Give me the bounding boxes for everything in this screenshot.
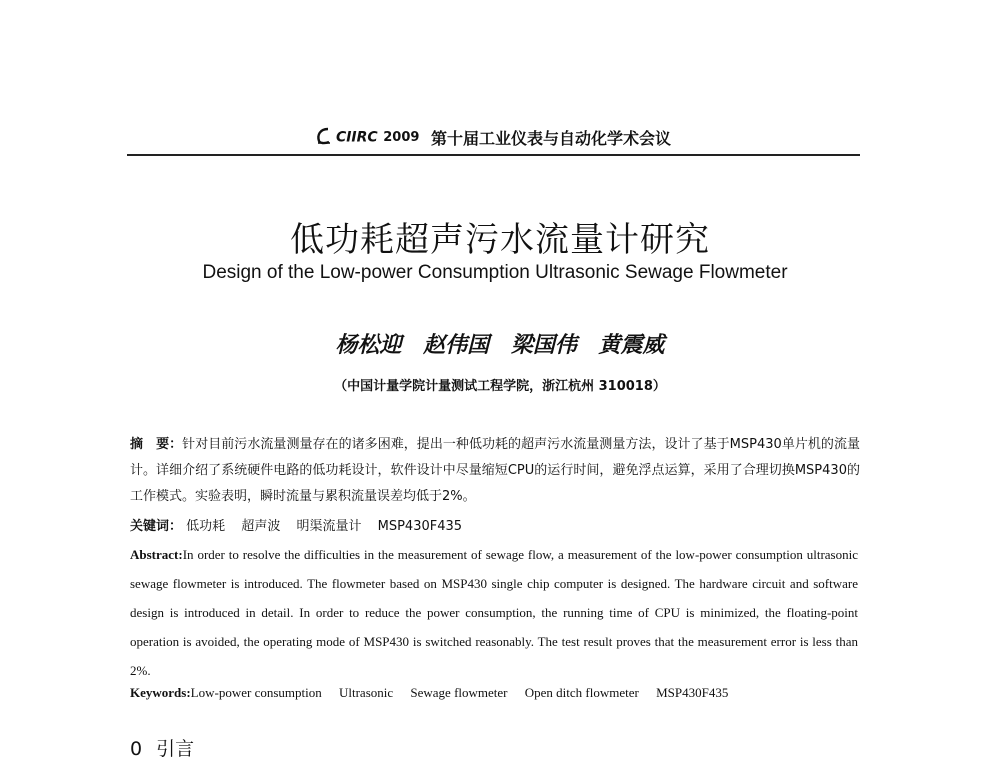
title-english: Design of the Low-power Consumption Ultrasonic Sewage Flowmeter <box>202 262 788 283</box>
section-number: 0 <box>130 738 143 760</box>
keyword-en: Low-power consumption <box>190 685 322 700</box>
abstract-cn-text: 针对目前污水流量测量存在的诸多困难，提出一种低功耗的超声污水流量测量方法，设计了基于MSP430单片机的流量计。详细介绍了系统硬件电路的低功耗设计，软件设计中尽量缩短CPU的运行时间，避免浮点运算，采用了合理切换MSP430的工作模式。实验表明，瞬时流量与累积流量误差均低于2%。 <box>130 437 860 504</box>
author-name: 黄震威 <box>598 332 665 358</box>
abstract-cn-label: 摘 要： <box>130 437 183 452</box>
keywords-cn-label: 关键词： <box>130 519 183 534</box>
title-chinese: 低功耗超声污水流量计研究 <box>290 220 710 260</box>
author-list <box>0 328 1000 359</box>
conference-name: 第十届工业仪表与自动化学术会议 <box>431 129 672 148</box>
keyword-cn: 低功耗 <box>186 519 226 534</box>
header-line <box>127 126 860 149</box>
author-name: 杨松迎 <box>335 332 402 358</box>
keyword-en: Ultrasonic <box>338 685 394 700</box>
section-title: 引言 <box>156 738 195 760</box>
keyword-cn: 明渠流量计 <box>296 519 362 534</box>
abstract-en-text: In order to resolve the difficulties in the measurement of sewage flow, a measurement of the low-power consumption ultrasonic sewage flowmeter is introduced. The flowmeter based on MSP430 single chip computer is designed. The hardware circuit and software design is introduced in detail. In order to reduce the power consumption, the running time of CPU is minimized, the floating-point operation is avoided, the operating mode of MSP430 is switched reasonably. The test result proves that the measurement error is less than 2%. <box>130 547 858 678</box>
keyword-cn: MSP430F435 <box>377 519 463 534</box>
abstract-english <box>130 540 858 685</box>
abstract-en-label: Abstract: <box>130 547 183 562</box>
keywords-english <box>130 682 860 704</box>
abstract-chinese <box>130 432 860 510</box>
keyword-cn: 超声波 <box>241 519 281 534</box>
keywords-chinese <box>130 516 860 538</box>
keywords-en-label: Keywords: <box>130 685 191 700</box>
keyword-en: Sewage flowmeter <box>410 685 508 700</box>
section-heading <box>130 734 194 761</box>
keyword-en: Open ditch flowmeter <box>524 685 639 700</box>
keyword-en: MSP430F435 <box>656 685 729 700</box>
author-name: 赵伟国 <box>423 332 490 358</box>
author-name: 梁国伟 <box>510 332 577 358</box>
affiliation: （中国计量学院计量测试工程学院，浙江杭州 310018） <box>334 379 666 394</box>
conference-year: 2009 <box>383 130 420 145</box>
running-header <box>127 118 860 156</box>
logo-text: CIIRC <box>335 129 378 146</box>
conference-logo-icon <box>316 127 332 149</box>
